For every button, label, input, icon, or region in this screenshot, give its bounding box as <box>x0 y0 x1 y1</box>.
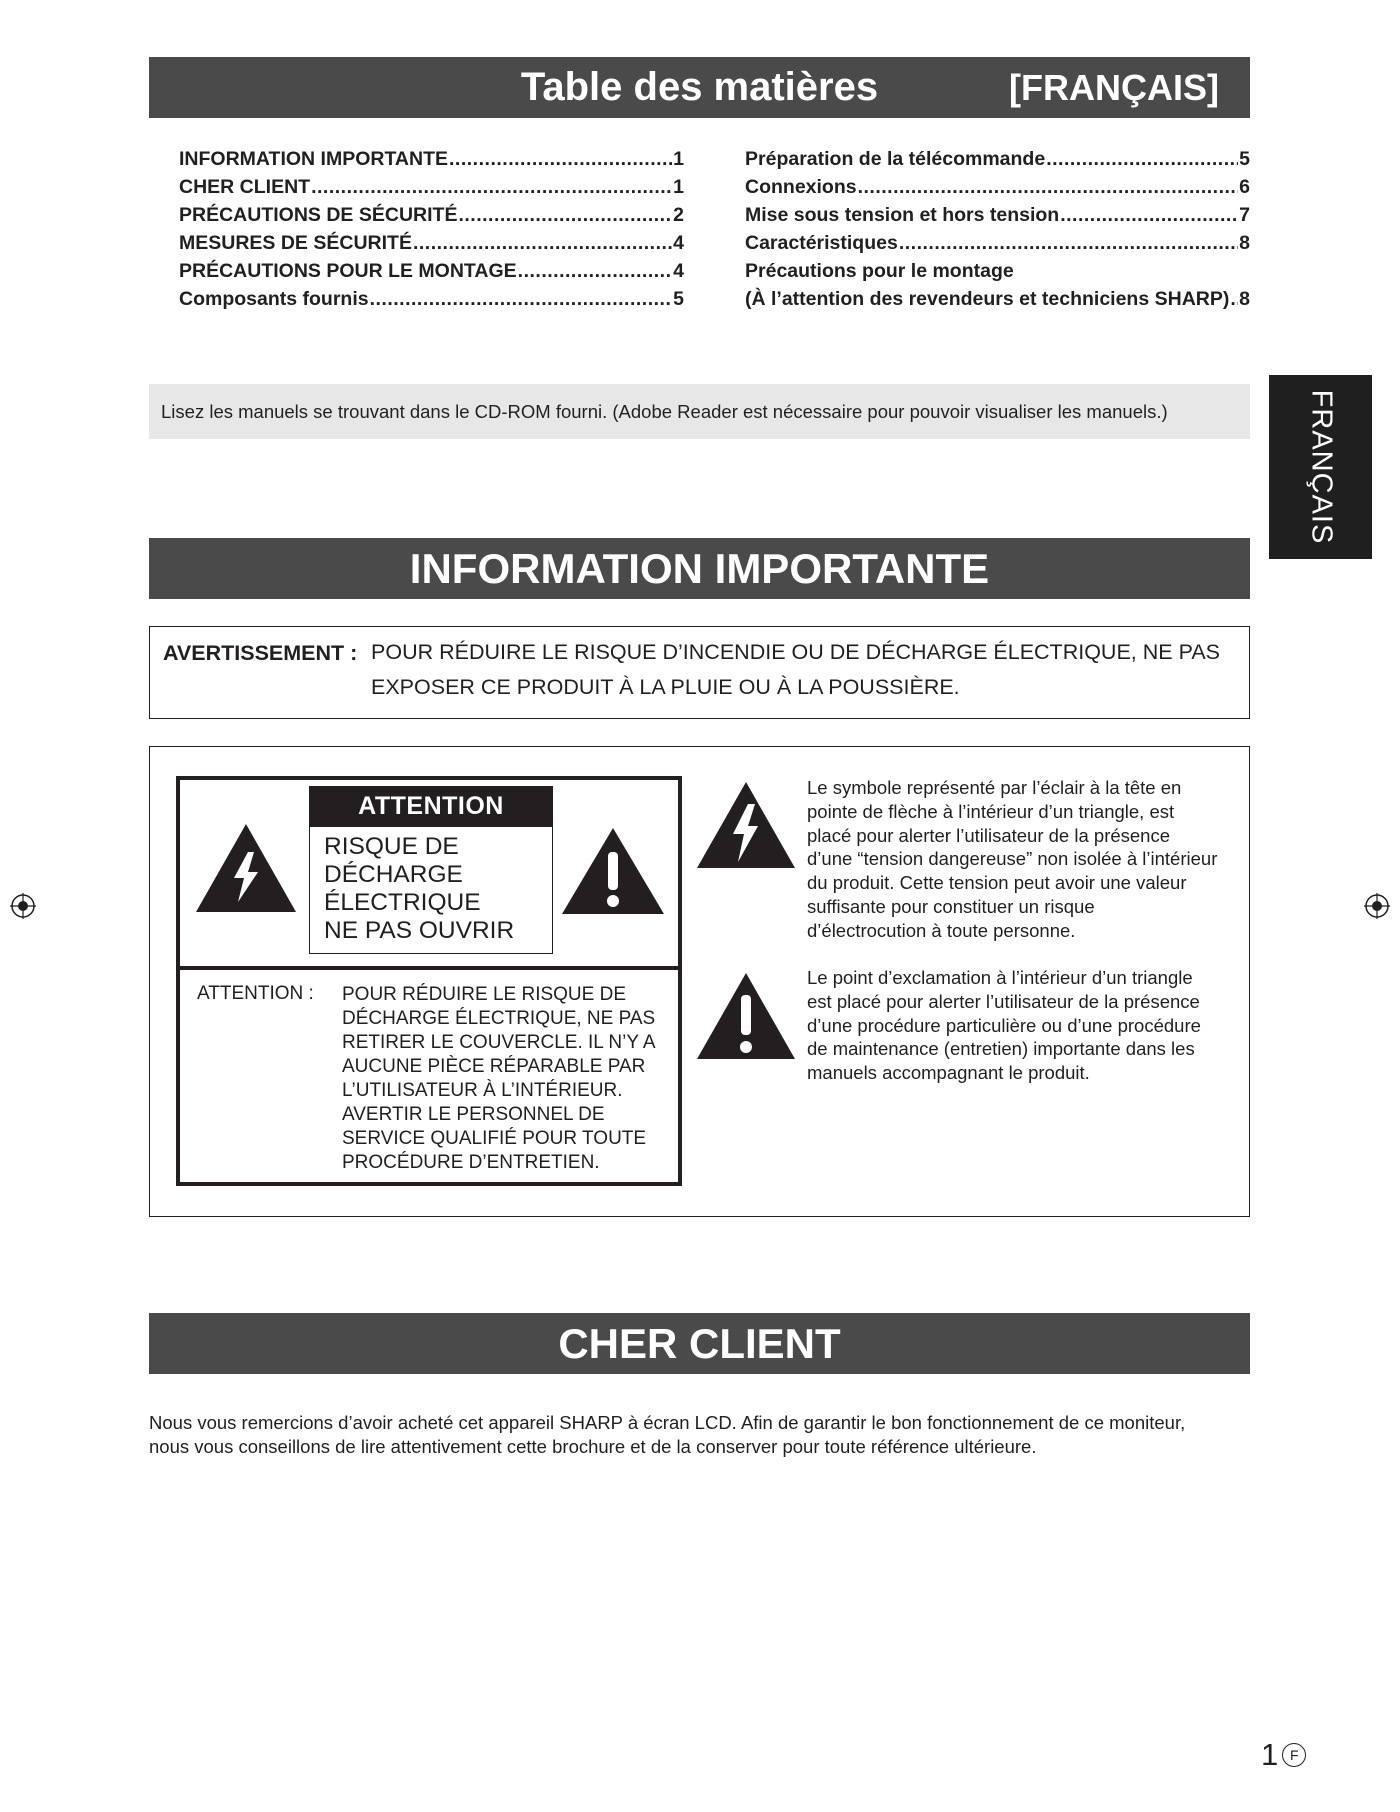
toc-entry-label: (À l’attention des revendeurs et techniciens SHARP) <box>745 288 1230 310</box>
registration-mark-icon <box>10 893 36 919</box>
caution-label-box <box>176 776 682 1186</box>
language-side-tab <box>1269 375 1372 559</box>
toc-leader-dots <box>413 229 672 257</box>
toc-entry-label: Préparation de la télécommande <box>745 148 1046 170</box>
attention-line: RETIRER LE COUVERCLE. IL N’Y A <box>342 1032 656 1053</box>
page-number <box>1261 1737 1306 1773</box>
warning-box <box>149 626 1250 719</box>
toc-right-column <box>745 145 1250 313</box>
toc-entry-page: 4 <box>673 232 684 254</box>
toc-entry-page: 2 <box>673 204 684 226</box>
exclamation-warning-triangle-icon <box>695 971 797 1061</box>
toc-entry-label: Composants fournis <box>179 288 369 310</box>
toc-leader-dots <box>1060 201 1238 229</box>
description-line: est placé pour alerter l’utilisateur de la présence <box>807 990 1200 1012</box>
toc-leader-dots <box>370 285 673 313</box>
toc-leader-dots <box>858 173 1239 201</box>
exclamation-symbol-description <box>807 966 1247 1085</box>
toc-entry[interactable] <box>745 257 1250 285</box>
description-line: placé pour alerter l’utilisateur de la présence <box>807 824 1171 846</box>
description-line: Le symbole représenté par l’éclair à la tête en <box>807 777 1182 798</box>
description-line: manuels accompagnant le produit. <box>807 1062 1090 1084</box>
info-section-title: INFORMATION IMPORTANTE <box>409 544 990 592</box>
electric-shock-warning-triangle-icon <box>695 780 797 870</box>
toc-leader-dots <box>899 229 1238 257</box>
toc-entry[interactable] <box>179 201 684 229</box>
toc-entry-label: Caractéristiques <box>745 232 898 254</box>
client-section-header <box>149 1313 1250 1374</box>
description-line: d’une procédure particulière ou d’une procédure <box>807 1014 1201 1036</box>
attention-header: ATTENTION <box>309 786 553 826</box>
toc-entry-page: 1 <box>673 176 684 198</box>
registration-mark-icon <box>1364 893 1390 919</box>
toc-entry-page: 5 <box>1239 148 1250 170</box>
toc-entry-label: Mise sous tension et hors tension <box>745 204 1060 226</box>
risk-line: ÉLECTRIQUE <box>324 889 481 916</box>
toc-title: Table des matières <box>520 65 879 109</box>
description-line: suffisante pour constituer un risque <box>807 895 1095 917</box>
client-section-title: CHER CLIENT <box>558 1319 841 1367</box>
toc-entry[interactable] <box>745 201 1250 229</box>
paragraph-line: Nous vous remercions d’avoir acheté cet appareil SHARP à écran LCD. Afin de garantir le bon fonctionnement de ce moniteur, <box>149 1412 1186 1433</box>
toc-entry-label: INFORMATION IMPORTANTE <box>179 148 449 170</box>
warning-label: AVERTISSEMENT : <box>163 641 358 665</box>
toc-entry[interactable] <box>179 173 684 201</box>
attention-label: ATTENTION : <box>197 983 314 1004</box>
toc-entry[interactable] <box>745 229 1250 257</box>
attention-line: POUR RÉDUIRE LE RISQUE DE <box>342 984 626 1005</box>
side-tab-label: FRANÇAIS <box>1305 389 1337 545</box>
toc-entry[interactable] <box>179 145 684 173</box>
toc-entry-page: 8 <box>1239 288 1250 310</box>
toc-entry[interactable] <box>745 145 1250 173</box>
description-line: pointe de flèche à l’intérieur d’un triangle, est <box>807 800 1175 822</box>
toc-header-bar <box>149 57 1250 118</box>
toc-entry-label: CHER CLIENT <box>179 176 311 198</box>
description-line: de maintenance (entretien) importante dans les <box>807 1038 1195 1060</box>
electric-shock-warning-triangle-icon <box>194 822 298 914</box>
toc-entry-label: Connexions <box>745 176 857 198</box>
toc-entry-label: PRÉCAUTIONS DE SÉCURITÉ <box>179 204 458 226</box>
page-number-value: 1 <box>1261 1737 1279 1772</box>
info-section-header <box>149 538 1250 599</box>
warning-line: EXPOSER CE PRODUIT À LA PLUIE OU À LA POUSSIÈRE. <box>371 675 960 699</box>
description-line: Le point d’exclamation à l’intérieur d’un triangle <box>807 967 1193 988</box>
toc-leader-dots <box>1046 145 1238 173</box>
toc-entry-page: 5 <box>673 288 684 310</box>
paragraph-line: nous vous conseillons de lire attentivement cette brochure et de la conserver pour toute référence ultérieure. <box>149 1435 1037 1457</box>
toc-entry[interactable] <box>179 285 684 313</box>
risk-line: NE PAS OUVRIR <box>324 917 515 944</box>
toc-entry-label: Précautions pour le montage <box>745 260 1014 282</box>
client-paragraph <box>149 1411 1185 1458</box>
risk-line: DÉCHARGE <box>324 861 463 888</box>
toc-leader-dots <box>311 173 672 201</box>
attention-line: AUCUNE PIÈCE RÉPARABLE PAR <box>342 1056 646 1077</box>
attention-text <box>342 983 672 1175</box>
description-line: d’une “tension dangereuse” non isolée à l’intérieur <box>807 848 1218 870</box>
attention-line: SERVICE QUALIFIÉ POUR TOUTE <box>342 1128 647 1149</box>
cd-rom-note: Lisez les manuels se trouvant dans le CD-ROM fourni. (Adobe Reader est nécessaire pour pouvoir visualiser les manuels.) <box>149 384 1250 439</box>
attention-line: PROCÉDURE D’ENTRETIEN. <box>342 1152 600 1173</box>
toc-entry[interactable] <box>179 257 684 285</box>
toc-entry-continued[interactable] <box>745 285 1250 313</box>
warning-text <box>371 635 1231 705</box>
exclamation-warning-triangle-icon <box>560 826 666 916</box>
toc-entry-page: 6 <box>1239 176 1250 198</box>
attention-line: L’UTILISATEUR À L’INTÉRIEUR. <box>342 1080 623 1101</box>
risk-line: RISQUE DE <box>324 833 459 860</box>
toc-entry-page: 8 <box>1239 232 1250 254</box>
toc-leader-dots <box>458 201 672 229</box>
attention-line: DÉCHARGE ÉLECTRIQUE, NE PAS <box>342 1008 656 1029</box>
risk-text-box <box>309 826 553 954</box>
toc-leader-dots <box>518 257 672 285</box>
toc-entry-label: PRÉCAUTIONS POUR LE MONTAGE <box>179 260 517 282</box>
toc-entry-page: 4 <box>673 260 684 282</box>
toc-entry-label: MESURES DE SÉCURITÉ <box>179 232 412 254</box>
toc-entry[interactable] <box>745 173 1250 201</box>
label-divider <box>180 966 678 970</box>
warning-line: POUR RÉDUIRE LE RISQUE D’INCENDIE OU DE DÉCHARGE ÉLECTRIQUE, NE PAS <box>371 640 1220 664</box>
toc-left-column <box>179 145 684 313</box>
toc-leader-dots <box>449 145 672 173</box>
description-line: d’électrocution à toute personne. <box>807 919 1076 941</box>
bolt-symbol-description <box>807 776 1247 943</box>
toc-entry-page: 1 <box>673 148 684 170</box>
toc-entry-page: 7 <box>1239 204 1250 226</box>
attention-line: AVERTIR LE PERSONNEL DE <box>342 1104 605 1125</box>
toc-entry[interactable] <box>179 229 684 257</box>
toc-leader-dots <box>1230 285 1238 313</box>
description-line: du produit. Cette tension peut avoir une valeur <box>807 872 1187 894</box>
page-language-mark: F <box>1282 1743 1306 1767</box>
toc-language: [FRANÇAIS] <box>1009 66 1219 108</box>
